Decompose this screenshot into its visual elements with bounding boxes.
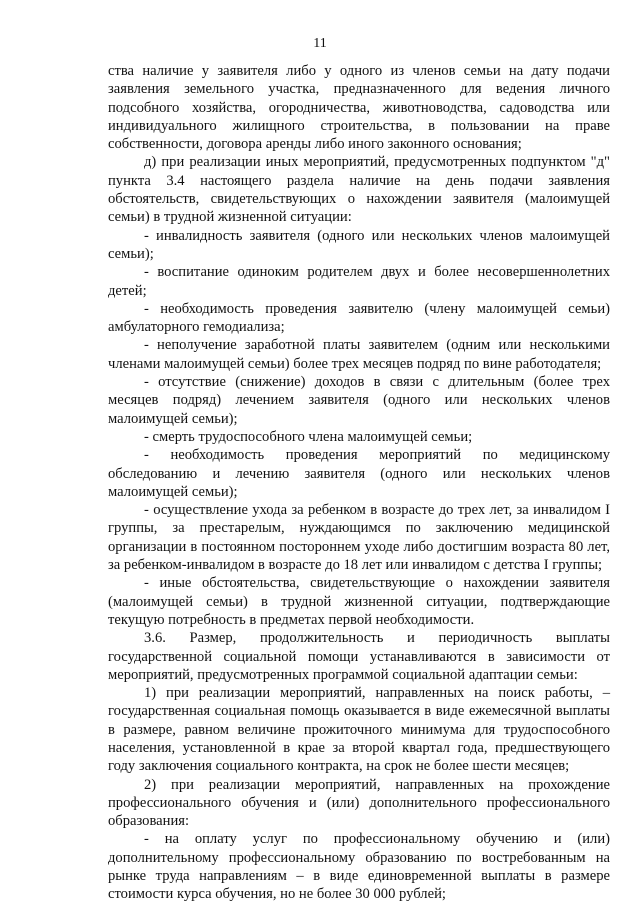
list-item: - неполучение заработной платы заявителем (одним или несколькими членами малоимущей семьи) более трех месяцев подряд по вине работодателя; [108,337,610,372]
list-item: - необходимость проведения мероприятий по медицинскому обследованию и лечению заявителя (одного или нескольких членов малоимущей семьи); [108,447,610,500]
list-item: - инвалидность заявителя (одного или нескольких членов малоимущей семьи); [108,227,610,262]
list-item: - осуществление ухода за ребенком в возрасте до трех лет, за инвалидом I группы, за престарелым, нуждающимся по заключению медицинской организации в постоянном постороннем уходе либо достигшим возраста 80 лет, за ребенком-инвалидом в возрасте до 18 лет или инвалидом с детства I группы; [108,502,610,574]
paragraph: 1) при реализации мероприятий, направленных на поиск работы, – государственная социальная помощь оказывается в виде ежемесячной выплаты в размере, равном величине прожиточного минимума для трудоспособного населения, установленной в крае за второй квартал года, предшествующего году заключения социального контракта, на срок не более шести месяцев; [108,685,610,775]
list-item: - иные обстоятельства, свидетельствующие о нахождении заявителя (малоимущей семьи) в трудной жизненной ситуации, подтверждающие текущую потребность в предметах первой необходимости. [108,575,610,628]
list-item: - на оплату услуг по профессиональному обучению и (или) дополнительному профессиональному образованию по востребованным на рынке труда направлениям – в виде единовременной выплаты в размере стоимости курса обучения, но не более 30 000 рублей; [108,831,610,903]
list-item: - смерть трудоспособного члена малоимущей семьи; [144,428,473,445]
document-body [108,62,610,904]
paragraph: ства наличие у заявителя либо у одного из членов семьи на дату подачи заявления земельного участка, предназначенного для ведения личного подсобного хозяйства, огородничества, животноводства, садоводства или индивидуального жилищного строительства, в пользовании на праве собственности, договора аренды либо иного законного основания; [108,63,610,153]
list-item: - воспитание одиноким родителем двух и более несовершеннолетних детей; [108,264,610,299]
paragraph: д) при реализации иных мероприятий, предусмотренных подпунктом "д" пункта 3.4 настоящего раздела наличие на день подачи заявления обстоятельств, свидетельствующих о нахождении заявителя (малоимущей семьи) в трудной жизненной ситуации: [108,154,610,226]
paragraph: 2) при реализации мероприятий, направленных на прохождение профессионального обучения и (или) дополнительного профессионального образования: [108,776,610,830]
list-item: - необходимость проведения заявителю (члену малоимущей семьи) амбулаторного гемодиализа; [108,300,610,336]
page-number: 11 [313,36,327,51]
list-item: - отсутствие (снижение) доходов в связи с длительным (более трех месяцев подряд) лечением заявителя (одного или нескольких членов малоимущей семьи); [108,374,610,427]
paragraph: 3.6. Размер, продолжительность и периодичность выплаты государственной социальной помощи устанавливаются в зависимости от мероприятий, предусмотренных программой социальной адаптации семьи: [108,630,610,683]
